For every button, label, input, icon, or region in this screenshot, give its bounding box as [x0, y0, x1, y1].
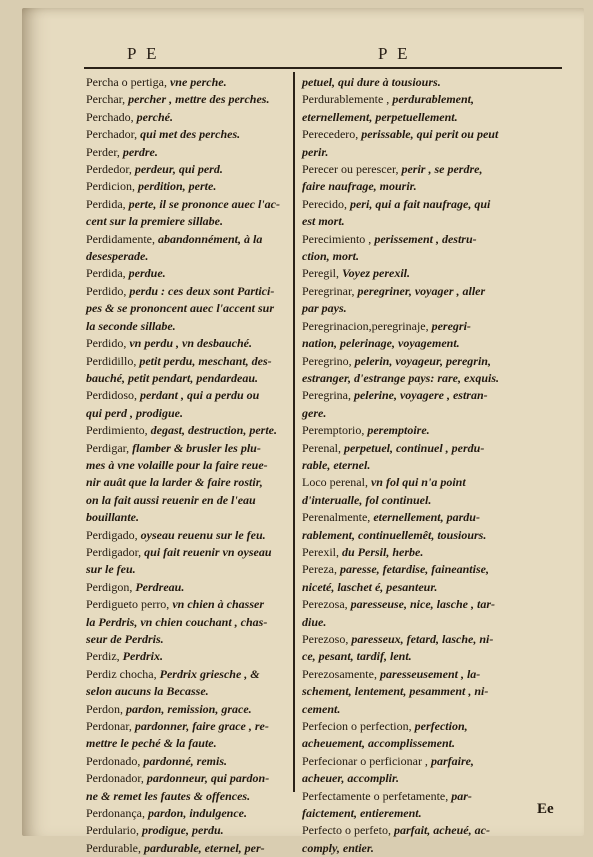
- dictionary-line: [86, 492, 290, 509]
- dictionary-line: [302, 822, 564, 839]
- translation: perissement , destru-: [374, 231, 477, 246]
- dictionary-line: [302, 353, 564, 370]
- headword: Perdedor,: [86, 162, 135, 177]
- headword: Perecimiento ,: [302, 231, 375, 246]
- dictionary-line: [302, 579, 564, 596]
- translation: pardonner, faire grace , re-: [134, 719, 269, 734]
- translation: perdue.: [128, 266, 166, 281]
- translation: perché.: [136, 109, 173, 124]
- dictionary-line: [302, 387, 564, 404]
- headword: Perecedero,: [302, 127, 362, 142]
- translation: est mort.: [302, 214, 345, 229]
- translation: perdition, perte.: [138, 179, 217, 194]
- dictionary-line: [86, 300, 290, 317]
- translation: la Perdris, vn chien couchant , chas-: [86, 614, 268, 629]
- headword: Peremptorio,: [302, 423, 368, 438]
- dictionary-line: [302, 631, 564, 648]
- translation: peregriner, voyager , aller: [357, 283, 486, 298]
- headword: Perdonador,: [86, 771, 147, 786]
- dictionary-line: [86, 631, 290, 648]
- translation: comply, entier.: [302, 840, 374, 855]
- dictionary-line: [86, 596, 290, 613]
- headword: Perdido,: [86, 336, 130, 351]
- translation: vn chien à chasser: [172, 597, 264, 612]
- translation: peremptoire.: [367, 423, 430, 438]
- translation: seur de Perdris.: [86, 632, 164, 646]
- dictionary-line: [302, 701, 564, 718]
- headword: Perdulario,: [86, 823, 142, 838]
- dictionary-line: [302, 440, 564, 457]
- translation: selon aucuns la Becasse.: [86, 684, 209, 699]
- dictionary-line: [86, 440, 290, 457]
- dictionary-line: [302, 91, 564, 108]
- translation: diue.: [302, 614, 327, 629]
- dictionary-line: [302, 544, 564, 561]
- translation: pardon, remission, grace.: [126, 701, 252, 716]
- headword: Peregrinar,: [302, 283, 358, 298]
- translation: bouillante.: [86, 510, 140, 525]
- dictionary-line: [302, 265, 564, 282]
- dictionary-line: [302, 178, 564, 195]
- translation: Perdreau.: [135, 579, 185, 594]
- translation: degast, destruction, perte.: [150, 423, 277, 438]
- header-left: P E: [127, 44, 160, 63]
- translation: percher , mettre des perches.: [128, 92, 270, 107]
- headword: Peregrino,: [302, 353, 355, 368]
- dictionary-line: [302, 213, 564, 230]
- dictionary-line: [86, 231, 290, 248]
- translation: perfection,: [414, 719, 468, 734]
- dictionary-line: [86, 161, 290, 178]
- translation: mettre le peché & la faute.: [86, 736, 217, 751]
- dictionary-line: [86, 109, 290, 126]
- headword: Perfecion o perfection,: [302, 719, 415, 734]
- headword: Perdida,: [86, 266, 129, 281]
- headword: Perdidamente,: [86, 231, 158, 246]
- dictionary-line: [86, 840, 290, 857]
- translation: nir auât que la larder & faire rostir,: [86, 475, 263, 490]
- headword: Perenal,: [302, 440, 344, 455]
- dictionary-line: [302, 370, 564, 387]
- book-page: [22, 8, 584, 855]
- dictionary-line: [86, 126, 290, 143]
- translation: pardonneur, qui pardon-: [146, 771, 270, 786]
- dictionary-line: [302, 474, 564, 491]
- translation: qui perd , prodigue.: [86, 405, 184, 420]
- right-column: [302, 74, 564, 857]
- page-header: [22, 46, 584, 68]
- translation: faire naufrage, mourir.: [302, 179, 417, 194]
- headword: Perchar,: [86, 92, 129, 107]
- translation: perdeur, qui perd.: [134, 162, 223, 177]
- dictionary-line: [86, 718, 290, 735]
- headword: Perchado,: [86, 109, 137, 124]
- dictionary-line: [86, 144, 290, 161]
- translation: oyseau reuenu sur le feu.: [140, 527, 266, 542]
- dictionary-line: [302, 248, 564, 265]
- translation: on la fait aussi reuenir en de l'eau: [86, 492, 256, 507]
- headword: Perdido,: [86, 283, 130, 298]
- dictionary-line: [302, 805, 564, 822]
- translation: la seconde sillabe.: [86, 318, 176, 333]
- headword: Percha o pertiga,: [86, 75, 170, 89]
- dictionary-line: [86, 701, 290, 718]
- dictionary-line: [86, 457, 290, 474]
- translation: petuel, qui dure à tousiours.: [302, 75, 441, 89]
- dictionary-line: [86, 509, 290, 526]
- translation: par-: [451, 788, 472, 803]
- left-column: [86, 74, 290, 857]
- headword: Perdonado,: [86, 753, 144, 768]
- dictionary-line: [86, 74, 290, 91]
- dictionary-line: [86, 422, 290, 439]
- translation: acheuement, accomplissement.: [302, 736, 455, 751]
- dictionary-line: [302, 196, 564, 213]
- headword: Perecido,: [302, 196, 350, 211]
- translation: prodigue, perdu.: [142, 823, 224, 838]
- dictionary-line: [302, 161, 564, 178]
- translation: peri, qui a fait naufrage, qui: [349, 196, 491, 211]
- headword: Perdon,: [86, 701, 126, 716]
- dictionary-line: [302, 683, 564, 700]
- dictionary-line: [86, 753, 290, 770]
- dictionary-line: [86, 335, 290, 352]
- headword: Perfecto o perfeto,: [302, 823, 394, 838]
- headword: Pereza,: [302, 562, 340, 577]
- headword: Perezosa,: [302, 597, 351, 612]
- signature-mark: Ee: [537, 801, 554, 817]
- translation: perdu : ces deux sont Partici-: [129, 283, 275, 298]
- headword: Perdigar,: [86, 440, 133, 455]
- dictionary-line: [86, 318, 290, 335]
- headword: Perdiz chocha,: [86, 666, 160, 681]
- dictionary-line: [86, 614, 290, 631]
- headword: Perdigador,: [86, 544, 145, 559]
- dictionary-line: [86, 544, 290, 561]
- dictionary-line: [86, 265, 290, 282]
- headword: Perdigueto perro,: [86, 597, 173, 612]
- headword: Perdurable,: [86, 840, 144, 855]
- dictionary-line: [86, 91, 290, 108]
- headword: Perdicion,: [86, 179, 138, 194]
- dictionary-line: [302, 666, 564, 683]
- dictionary-line: [302, 300, 564, 317]
- dictionary-line: [86, 770, 290, 787]
- dictionary-line: [302, 770, 564, 787]
- translation: ction, mort.: [302, 249, 360, 264]
- translation: perdurablement,: [392, 92, 474, 107]
- headword: Perdiz,: [86, 649, 123, 664]
- translation: pes & se prononcent auec l'accent sur: [86, 301, 274, 316]
- dictionary-line: [86, 353, 290, 370]
- translation: cement.: [302, 701, 341, 716]
- dictionary-line: [86, 387, 290, 404]
- dictionary-line: [302, 840, 564, 857]
- dictionary-line: [86, 735, 290, 752]
- translation: cent sur la premiere sillabe.: [86, 214, 223, 229]
- headword: Perdidillo,: [86, 353, 140, 368]
- translation: d'interualle, fol continuel.: [302, 492, 432, 507]
- headword: Peregrinacion,peregrinaje,: [302, 318, 432, 333]
- headword: Perdimiento,: [86, 423, 151, 438]
- headword: Perenalmente,: [302, 510, 374, 525]
- translation: faictement, entierement.: [302, 806, 422, 821]
- translation: perte, il se prononce auec l'ac-: [128, 196, 280, 211]
- headword: Peregrina,: [302, 388, 354, 403]
- dictionary-line: [302, 753, 564, 770]
- dictionary-line: [86, 248, 290, 265]
- translation: pardonné, remis.: [143, 753, 228, 768]
- dictionary-line: [86, 405, 290, 422]
- translation: pelerine, voyagere , estran-: [353, 388, 488, 403]
- dictionary-line: [86, 805, 290, 822]
- headword: Perdigon,: [86, 579, 136, 594]
- translation: schement, lentement, pesamment , ni-: [302, 684, 489, 699]
- dictionary-line: [86, 788, 290, 805]
- translation: paresseuse, nice, lasche , tar-: [350, 597, 495, 612]
- translation: desesperade.: [86, 249, 149, 264]
- headword: Peregil,: [302, 266, 342, 281]
- translation: paresseusement , la-: [379, 666, 481, 681]
- translation: perissable, qui perit ou peut: [361, 127, 499, 142]
- header-right: P E: [378, 44, 411, 63]
- dictionary-line: [302, 283, 564, 300]
- translation: perdre.: [122, 144, 158, 159]
- translation: ne & remet les fautes & offences.: [86, 788, 251, 803]
- translation: sur le feu.: [86, 562, 136, 577]
- translation: niceté, laschet é, pesanteur.: [302, 579, 438, 594]
- translation: qui met des perches.: [140, 127, 241, 142]
- headword: Loco perenal,: [302, 475, 371, 490]
- translation: Perdrix griesche , &: [159, 666, 260, 681]
- translation: pardurable, eternel, per-: [143, 840, 265, 855]
- translation: ce, pesant, tardif, lent.: [302, 649, 412, 664]
- dictionary-line: [86, 822, 290, 839]
- dictionary-line: [86, 178, 290, 195]
- translation: pelerin, voyageur, peregrin,: [354, 353, 491, 368]
- translation: parfait, acheué, ac-: [393, 823, 490, 838]
- translation: paresseux, fetard, lasche, ni-: [351, 632, 494, 646]
- dictionary-line: [86, 579, 290, 596]
- dictionary-line: [86, 213, 290, 230]
- dictionary-line: [302, 335, 564, 352]
- dictionary-line: [302, 648, 564, 665]
- dictionary-line: [302, 509, 564, 526]
- translation: nation, pelerinage, voyagement.: [302, 336, 460, 351]
- translation: du Persil, herbe.: [342, 544, 424, 559]
- dictionary-line: [302, 457, 564, 474]
- translation: par pays.: [302, 301, 347, 316]
- translation: qui fait reuenir vn oyseau: [144, 544, 272, 559]
- translation: mes à vne volaille pour la faire reue-: [86, 457, 268, 472]
- translation: perdant , qui a perdu ou: [140, 388, 260, 403]
- dictionary-line: [86, 370, 290, 387]
- translation: rable, eternel.: [302, 457, 371, 472]
- translation: parfaire,: [430, 753, 474, 768]
- translation: pardon, indulgence.: [147, 806, 247, 821]
- dictionary-line: [86, 474, 290, 491]
- translation: eternellement, pardu-: [373, 510, 480, 525]
- headword: Perdurablemente ,: [302, 92, 393, 107]
- headword: Perdidoso,: [86, 388, 140, 403]
- dictionary-line: [302, 561, 564, 578]
- translation: paresse, fetardise, faineantise,: [339, 562, 489, 577]
- headword: Perdonança,: [86, 806, 148, 821]
- translation: petit perdu, meschant, des-: [139, 353, 272, 368]
- dictionary-line: [302, 405, 564, 422]
- dictionary-line: [302, 126, 564, 143]
- translation: perpetuel, continuel , perdu-: [343, 440, 485, 455]
- dictionary-line: [302, 318, 564, 335]
- dictionary-line: [302, 788, 564, 805]
- translation: vn fol qui n'a point: [370, 475, 466, 490]
- headword: Perder,: [86, 144, 123, 159]
- translation: rablement, continuellemêt, tousiours.: [302, 527, 487, 542]
- dictionary-line: [302, 422, 564, 439]
- headword: Perdigado,: [86, 527, 141, 542]
- headword: Perezoso,: [302, 632, 352, 646]
- headword: Perezosamente,: [302, 666, 380, 681]
- header-rule: [84, 67, 562, 69]
- translation: perir , se perdre,: [401, 162, 483, 177]
- dictionary-line: [302, 614, 564, 631]
- dictionary-line: [86, 666, 290, 683]
- headword: Perfectamente o perfetamente,: [302, 788, 452, 803]
- translation: eternellement, perpetuellement.: [302, 109, 458, 124]
- dictionary-line: [302, 718, 564, 735]
- translation: bauché, petit pendart, pendardeau.: [86, 370, 259, 385]
- headword: Perdonar,: [86, 719, 135, 734]
- headword: Perfecionar o perficionar ,: [302, 753, 431, 768]
- dictionary-line: [86, 283, 290, 300]
- dictionary-line: [302, 735, 564, 752]
- translation: flamber & brusler les plu-: [132, 440, 261, 455]
- dictionary-line: [86, 196, 290, 213]
- dictionary-line: [86, 527, 290, 544]
- dictionary-line: [86, 561, 290, 578]
- translation: estranger, d'estrange pays: rare, exquis.: [302, 370, 500, 385]
- translation: perir.: [302, 144, 329, 159]
- dictionary-line: [86, 683, 290, 700]
- translation: Voyez perexil.: [342, 266, 410, 281]
- headword: Perecer ou perescer,: [302, 162, 402, 177]
- dictionary-line: [302, 492, 564, 509]
- translation: vne perche.: [169, 75, 227, 89]
- translation: Perdrix.: [122, 649, 163, 664]
- dictionary-line: [86, 648, 290, 665]
- translation: abandonnément, à la: [157, 231, 263, 246]
- translation: gere.: [302, 405, 327, 420]
- translation: acheuer, accomplir.: [302, 771, 399, 786]
- dictionary-line: [302, 596, 564, 613]
- dictionary-line: [302, 109, 564, 126]
- translation: vn perdu , vn desbauché.: [129, 336, 253, 351]
- dictionary-line: [302, 144, 564, 161]
- dictionary-line: [302, 527, 564, 544]
- translation: peregri-: [431, 318, 471, 333]
- column-divider: [293, 72, 295, 792]
- headword: Perexil,: [302, 544, 342, 559]
- headword: Perchador,: [86, 127, 141, 142]
- dictionary-line: [302, 74, 564, 91]
- dictionary-line: [302, 231, 564, 248]
- headword: Perdida,: [86, 196, 129, 211]
